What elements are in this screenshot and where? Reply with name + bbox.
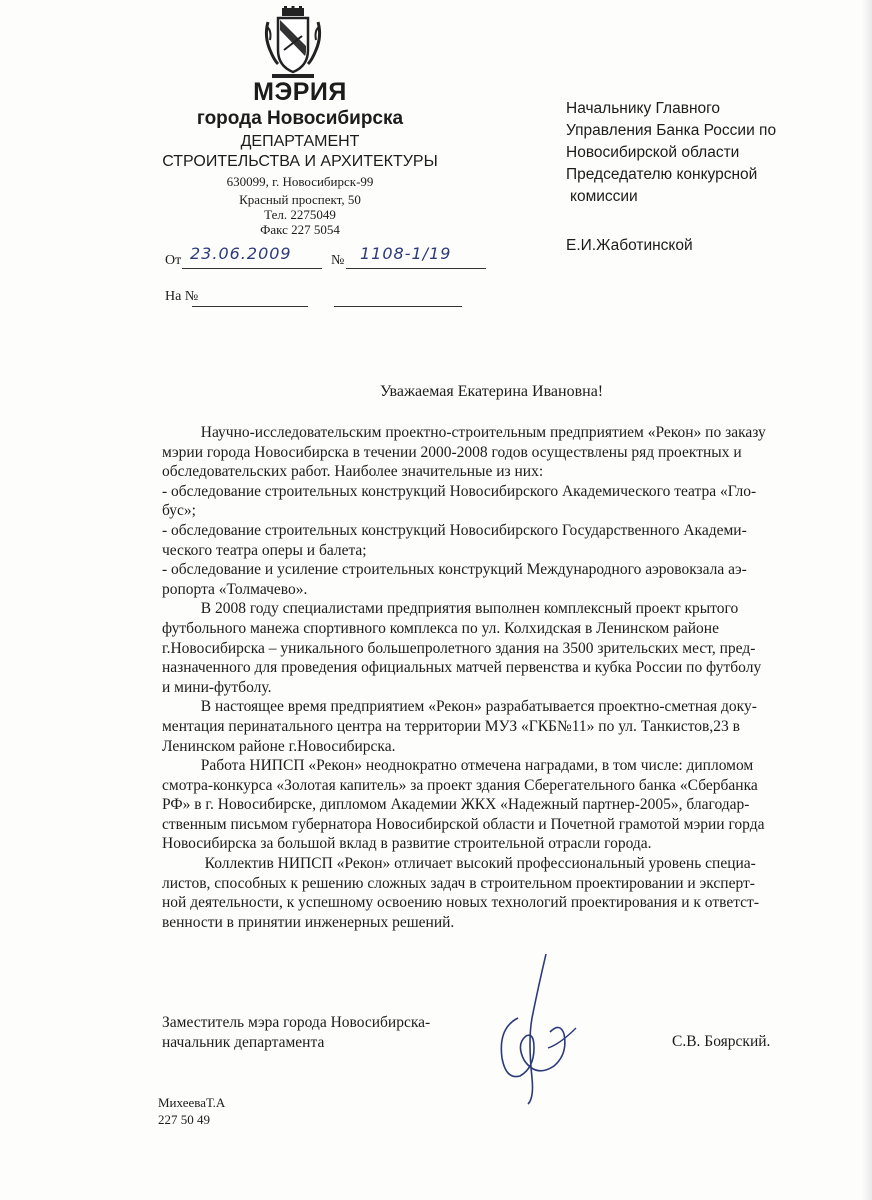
body-line: - обследование строительных конструкций Новосибирского Государственного Академи- <box>162 521 747 539</box>
body-line: мэрии города Новосибирска в течении 2000-2008 годов осуществлены ряд проектных и <box>162 443 742 461</box>
executor-name: МихееваТ.А <box>158 1095 226 1110</box>
body-line: Ленинском районе г.Новосибирска. <box>162 737 396 755</box>
date-label: От <box>165 253 182 268</box>
addressee-line: Новосибирской области <box>566 144 740 161</box>
letterhead-title: МЭРИЯ <box>253 78 347 106</box>
letterhead-department-name: СТРОИТЕЛЬСТВА И АРХИТЕКТУРЫ <box>162 153 438 170</box>
body-line: РФ» в г. Новосибирске, дипломом Академии ЖКХ «Надежный партнер-2005», благодар- <box>162 796 750 814</box>
body-line: - обследование и усиление строительных конструкций Международного аэровокзала аэ- <box>162 561 747 579</box>
body-line: Коллектив НИПСП «Рекон» отличает высокий профессиональный уровень специа- <box>162 855 756 873</box>
addressee-line: Председателю конкурсной <box>566 166 758 183</box>
page-edge-shadow <box>862 0 872 1200</box>
date-value: 23.06.2009 <box>190 244 292 263</box>
body-line: венности в принятии инженерных решений. <box>162 913 455 931</box>
ref-label: На № <box>165 289 199 304</box>
body-line: листов, способных к решению сложных задач в строительном проектировании и эксперт- <box>162 874 755 892</box>
signatory-name: С.В. Боярский. <box>672 1033 771 1050</box>
number-value: 1108-1/19 <box>360 244 452 263</box>
coat-of-arms-icon <box>262 6 324 80</box>
body-line: и мини-футболу. <box>162 678 272 696</box>
letterhead-city: города Новосибирска <box>196 108 404 129</box>
body-line: В 2008 году специалистами предприятия выполнен комплексный проект крытого <box>162 600 739 618</box>
body-line: обследовательских работ. Наиболее значительные из них: <box>162 463 544 481</box>
body-line: ческого театра оперы и балета; <box>162 541 367 559</box>
addressee-name: Е.И.Жаботинской <box>566 237 693 254</box>
addressee-block <box>566 98 826 208</box>
ref-number-underline <box>192 292 308 307</box>
body-line: смотра-конкурса «Золотая капитель» за проект здания Сберегательного банка «Сбербанка <box>162 776 758 794</box>
letterhead-address-line-1: 630099, г. Новосибирск-99 <box>226 174 374 189</box>
letterhead-address-line-2: Красный проспект, 50 <box>239 192 361 207</box>
addressee-line: комиссии <box>570 188 638 205</box>
body-line: назначенного для проведения официальных матчей первенства и кубка России по футболу <box>162 659 762 677</box>
body-line: бус»; <box>162 502 196 520</box>
body-line: футбольного манежа спортивного комплекса по ул. Колхидская в Ленинском районе <box>162 619 719 637</box>
letterhead-fax: Факс 227 5054 <box>260 222 340 237</box>
executor-phone: 227 50 49 <box>158 1112 210 1127</box>
signatory-position <box>162 1013 430 1053</box>
body-line: В настоящее время предприятием «Рекон» разрабатывается проектно-сметная доку- <box>162 698 757 716</box>
body-line: г.Новосибирска – уникального большепролетного здания на 3500 зрительских мест, пред- <box>162 639 756 657</box>
ref-date-underline <box>334 292 462 307</box>
letterhead-phone: Тел. 2275049 <box>264 207 336 222</box>
body-line: Научно-исследовательским проектно-строительным предприятием «Рекон» по заказу <box>162 424 766 441</box>
executor-block <box>158 1094 225 1128</box>
addressee-line: Управления Банка России по <box>566 122 777 139</box>
number-label: № <box>331 253 345 268</box>
salutation: Уважаемая Екатерина Ивановна! <box>380 383 604 400</box>
body-line: Новосибирска за большой вклад в развитие строительной отрасли города. <box>162 835 652 853</box>
body-line: ной деятельности, к успешному освоению новых технологий проектирования и к ответст- <box>162 894 759 912</box>
handwritten-signature-icon <box>488 948 588 1108</box>
body-line: ментация перинатального центра на территории МУЗ «ГКБ№11» по ул. Танкистов,23 в <box>162 717 740 735</box>
signatory-position-line-1: Заместитель мэра города Новосибирска- <box>162 1014 431 1031</box>
letter-body <box>162 423 832 932</box>
body-line: ропорта «Толмачево». <box>162 580 308 598</box>
letterhead-department: ДЕПАРТАМЕНТ <box>240 133 360 150</box>
addressee-line: Начальнику Главного <box>566 100 721 117</box>
body-line: - обследование строительных конструкций Новосибирского Академического театра «Гло- <box>162 482 757 500</box>
signatory-position-line-2: начальник департамента <box>162 1034 325 1051</box>
body-line: Работа НИПСП «Рекон» неоднократно отмечена наградами, в том числе: дипломом <box>162 757 754 775</box>
body-line: ственным письмом губернатора Новосибирской области и Почетной грамотой мэрии горда <box>162 815 765 833</box>
